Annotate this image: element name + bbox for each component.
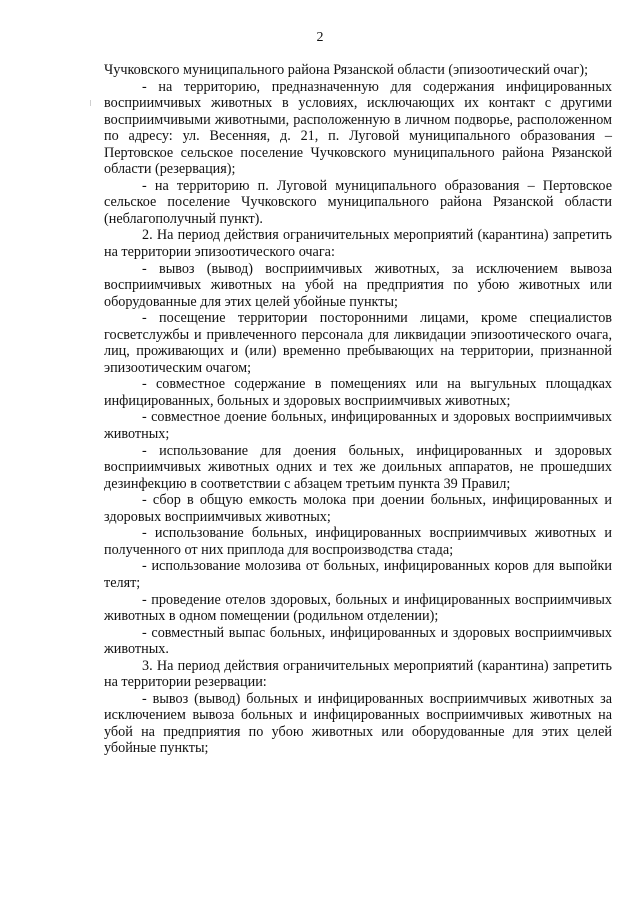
paragraph-8: - использование для доения больных, инфицированных и здоровых восприимчивых животных одних и тех же доильных аппаратов, не прошедших дезинфекцию в соответствии с абзацем третьим пункта 39 Правил; bbox=[104, 442, 612, 492]
paragraph-13: - совместный выпас больных, инфицированных и здоровых восприимчивых животных. bbox=[104, 624, 612, 658]
paragraph-0: Чучковского муниципального района Рязанской области (эпизоотический очаг); bbox=[104, 62, 589, 78]
paragraph-15: - вывоз (вывод) больных и инфицированных восприимчивых животных за исключением вывоза больных и инфицированных восприимчивых животных на убой на предприятия по убою животных или оборудованные для этих целей убойные пункты; bbox=[104, 690, 612, 757]
page-number: 2 bbox=[316, 30, 324, 45]
paragraph-7: - совместное доение больных, инфицированных и здоровых восприимчивых животных; bbox=[104, 409, 612, 443]
paragraph-3: 2. На период действия ограничительных мероприятий (карантина) запретить на территории эпизоотического очага: bbox=[104, 227, 612, 261]
paragraph-5: - посещение территории посторонними лицами, кроме специалистов госветслужбы и привлеченного персонала для ликвидации эпизоотического очага, лиц, проживающих и (или) временно пребывающих на территории, признанной эпизоотическим очагом; bbox=[104, 310, 612, 376]
paragraph-10: - использование больных, инфицированных восприимчивых животных и полученного от них приплода для воспроизводства стада; bbox=[104, 525, 612, 558]
paragraph-1: - на территорию, предназначенную для содержания инфицированных восприимчивых животных в условиях, исключающих их контакт с другими восприимчивыми животными, расположенную в личном подворье, расположенном по адресу: ул. Весенняя, д. 21, п. Луговой муниципального образования – Пертовское сельское поселение Чучковского муниципального района Рязанской области (резервация); bbox=[104, 78, 612, 178]
paragraph-9: - сбор в общую емкость молока при доении больных, инфицированных и здоровых восприимчивых животных; bbox=[104, 492, 612, 525]
paragraph-2: - на территорию п. Луговой муниципального образования – Пертовское сельское поселение Чучковского муниципального района Рязанской области (неблагополучный пункт). bbox=[104, 177, 612, 227]
paragraph-11: - использование молозива от больных, инфицированных коров для выпойки телят; bbox=[104, 558, 612, 591]
paragraph-4: - вывоз (вывод) восприимчивых животных, за исключением вывоза восприимчивых животных на убой на предприятия по убою животных или оборудованные для этих целей убойные пункты; bbox=[104, 260, 612, 310]
paragraph-6: - совместное содержание в помещениях или на выгульных площадках инфицированных, больных и здоровых восприимчивых животных; bbox=[104, 376, 612, 409]
paragraph-14: 3. На период действия ограничительных мероприятий (карантина) запретить на территории резервации: bbox=[104, 657, 612, 691]
scan-artifact-line bbox=[90, 100, 91, 106]
document-body bbox=[104, 62, 612, 757]
paragraph-12: - проведение отелов здоровых, больных и инфицированных восприимчивых животных в одном помещении (родильном отделении); bbox=[104, 591, 612, 625]
